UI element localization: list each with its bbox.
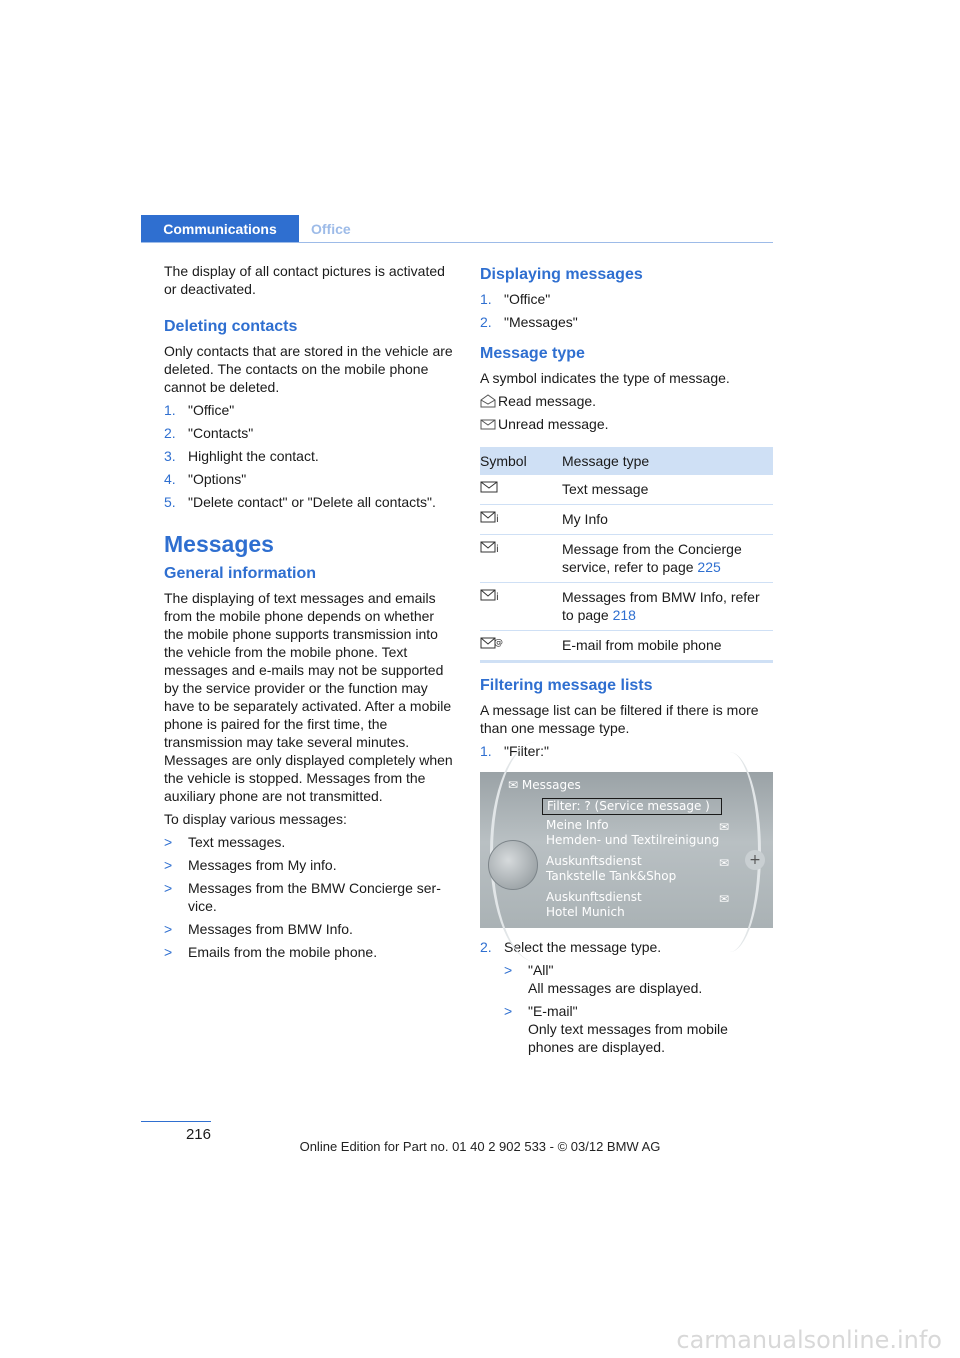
svg-text:i: i [496, 592, 499, 603]
section-tab-office: Office [311, 221, 351, 237]
filtering-text: A message list can be filtered if there is more than one message type. [480, 702, 759, 736]
intro-text: The display of all contact pictures is activated or deactivated. [164, 263, 445, 297]
list-item: > "All" All messages are displayed. [504, 962, 703, 996]
page-number: 216 [185, 1126, 211, 1143]
message-type-text: A symbol indicates the type of message. [480, 370, 730, 386]
edition-footer: Online Edition for Part no. 01 40 2 902 533 - © 03/12 BMW AG [299, 1139, 661, 1154]
list-item: 1. "Filter:" [480, 743, 549, 759]
list-item: 4. "Options" [164, 471, 247, 487]
table-row: i Messages from BMW Info, refer to page 218 [480, 583, 773, 631]
list-item: 2. Select the message type. [480, 939, 662, 955]
svg-text:@: @ [494, 638, 503, 648]
right-column [480, 262, 772, 1061]
list-item: 3. Highlight the contact. [164, 448, 319, 464]
controller-knob-icon [488, 840, 538, 890]
heading-filtering-message-lists: Filtering message lists [480, 677, 653, 694]
envelope-info-icon [480, 588, 502, 602]
envelope-info-icon: ✉ [718, 820, 729, 834]
general-lead: To display various messages: [164, 811, 347, 827]
heading-message-type: Message type [480, 345, 585, 362]
envelope-icon [480, 480, 500, 494]
envelope-at-icon [480, 636, 502, 650]
list-item: 5. "Delete contact" or "Delete all contacts". [164, 494, 436, 510]
screen-item: Auskunftsdienst Tankstelle Tank&Shop [546, 854, 677, 883]
unread-message-line: Unread message. [480, 415, 772, 433]
list-item: 1. "Office" [480, 291, 551, 307]
list-item: > Emails from the mobile phone. [164, 944, 378, 960]
plus-icon: + [745, 850, 765, 870]
list-item: 2. "Messages" [480, 314, 578, 330]
screen-item: Auskunftsdienst Hotel Munich [546, 890, 642, 919]
table-header-row: Symbol Message type [480, 447, 773, 475]
table-row: @ E-mail from mobile phone [480, 631, 773, 662]
list-item: > Messages from My info. [164, 857, 337, 873]
open-envelope-icon [480, 394, 496, 408]
heading-displaying-messages: Displaying messages [480, 266, 643, 283]
screen-filter-row: Filter: ? (Service message ) [542, 798, 722, 815]
table-row: i Message from the Concierge service, refer to page 225 [480, 535, 773, 583]
envelope-icon [480, 417, 496, 431]
envelope-info-icon: ✉ [718, 856, 729, 870]
left-column [164, 262, 456, 966]
svg-text:i: i [496, 514, 499, 525]
heading-messages: Messages [164, 531, 274, 557]
header-rule [141, 242, 773, 243]
list-item: > Messages from the BMW Concierge service. [164, 880, 441, 914]
footer-rule [141, 1121, 211, 1122]
heading-deleting-contacts: Deleting contacts [164, 318, 298, 335]
list-item: 2. "Contacts" [164, 425, 254, 441]
message-type-table [480, 447, 773, 663]
list-item: 1. "Office" [164, 402, 235, 418]
deleting-text: Only contacts that are stored in the vehicle are deleted. The contacts on the mobile phone cannot be deleted. [164, 343, 453, 395]
list-item: > "E-mail" Only text messages from mobile phones are displayed. [504, 1003, 728, 1055]
page-link[interactable]: 225 [697, 559, 721, 575]
idrive-screen-image [480, 772, 773, 928]
envelope-info-icon [480, 510, 502, 524]
envelope-info-icon [480, 540, 502, 554]
list-item: > Messages from BMW Info. [164, 921, 353, 937]
general-text: The displaying of text messages and emails from the mobile phone depends on whether the mobile phone supports transmission into the vehicle from the mobile phone. Text messages and e-mails may not be supported by the service provider or the function may have to be separately activated. After a mobile phone is paired for the first time, the transmission may take several minutes. Messages are only displayed completely when the vehicle is stopped. Messages from the auxiliary phone are not transmitted. [164, 590, 453, 804]
watermark: carmanualsonline.info [676, 1326, 942, 1354]
table-row: i My Info [480, 505, 773, 535]
list-item: > Text messages. [164, 834, 286, 850]
section-tab-communications: Communications [141, 215, 299, 243]
heading-general-information: General information [164, 565, 317, 582]
table-row: Text message [480, 475, 773, 505]
screen-item: Meine Info Hemden- und Textilreinigung [546, 818, 720, 847]
envelope-info-icon: ✉ [718, 892, 729, 906]
page-link[interactable]: 218 [612, 607, 636, 623]
svg-text:i: i [496, 544, 499, 555]
screen-title: ✉ Messages [508, 778, 581, 792]
read-message-line: Read message. [480, 392, 772, 410]
